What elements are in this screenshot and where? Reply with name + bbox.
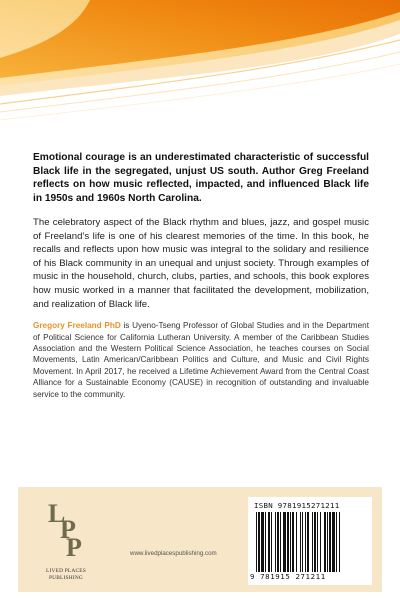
orange-swoosh-decoration <box>0 0 400 140</box>
description-paragraph: The celebratory aspect of the Black rhythm and blues, jazz, and gospel music of Freeland’s life is one of his clearest memories of the time. In this book, he recalls and reflects upon how music was integral to the solidary and resilience of his Black community in an unequal and unjust society. Through examples of music in the household, church, clubs, parties, and schools, this book explores how music worked in a manner that facilitated the development, mobilization, and realization of Black life. <box>33 217 369 310</box>
intro-paragraph: Emotional courage is an underestimated characteristic of successful Black life in the segregated, unjust US south. Author Greg Freeland reflects on how music reflected, impacted, and influenced Black life in 1950s and 1960s North Carolina. <box>33 152 369 204</box>
isbn-label: ISBN 9781915271211 <box>254 501 340 510</box>
author-bio <box>33 320 369 400</box>
lpp-logo-icon <box>46 498 86 562</box>
publisher-name <box>40 568 92 581</box>
author-name: Gregory Freeland PhD <box>33 321 121 331</box>
publisher-name-line2: PUBLISHING <box>48 574 84 581</box>
svg-text:P: P <box>60 515 76 544</box>
barcode-digits: 9 781915 271211 <box>250 572 326 581</box>
svg-text:P: P <box>66 533 82 562</box>
svg-text:L: L <box>48 499 66 528</box>
publisher-logo <box>40 498 92 586</box>
publisher-website: www.livedplacespublishing.com <box>130 550 217 557</box>
barcode-bars <box>256 512 364 572</box>
footer-panel <box>18 487 382 592</box>
author-bio-text: is Uyeno-Tseng Professor of Global Studies and in the Department of Political Science for California Lutheran University. A member of the Caribbean Studies Association and the Western Political Science Association, he teaches courses on Social Movements, Latin American/Caribbean Politics and Culture, and Music and Civil Rights Movement. In April 2017, he received a Lifetime Achievement Award from the Central Coast Alliance for a Sustainable Economy (CAUSE) in recognition of outstanding and invaluable service to the community. <box>33 321 369 399</box>
publisher-name-line1: LIVED PLACES <box>46 568 86 574</box>
back-cover-text <box>33 151 369 400</box>
isbn-barcode <box>248 497 372 585</box>
